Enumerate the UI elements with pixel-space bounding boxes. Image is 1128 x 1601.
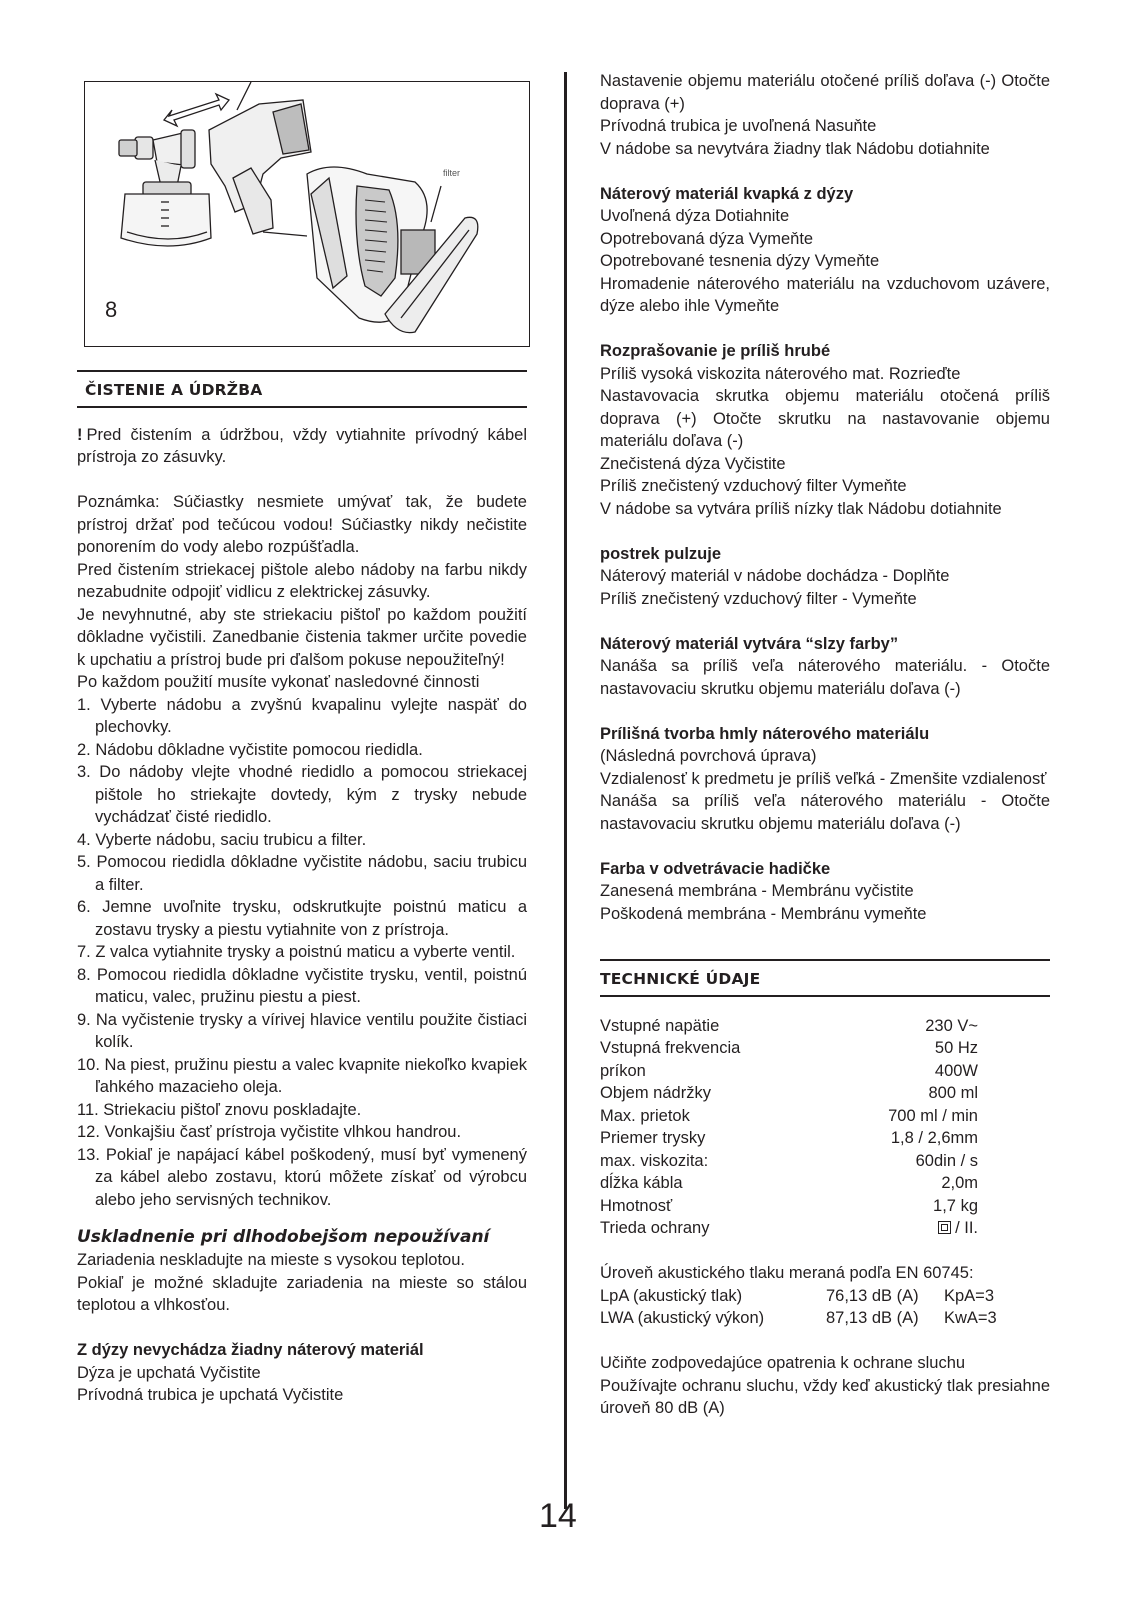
storage-line: Pokiaľ je možné skladujte zariadenia na mieste so stálou teplotou a vlhkosťou.	[77, 1273, 527, 1314]
list-item: 5. Pomocou riedidla dôkladne vyčistite nádobu, saciu trubicu a filter.	[77, 853, 527, 894]
spec-value: 230 V~	[925, 1016, 978, 1035]
spec-label: Priemer trysky	[600, 1129, 706, 1147]
trouble-group	[600, 633, 1050, 701]
list-item: 6. Jemne uvoľnite trysku, odskrutkujte poistnú maticu a zostavu trysky a piestu vytiahnite von z prístroja.	[77, 898, 527, 939]
spec-label: dĺžka kábla	[600, 1174, 683, 1192]
group-title: Náterový materiál vytvára “slzy farby”	[600, 634, 899, 653]
storage-title: Uskladnenie pri dlhodobejšom nepoužívaní	[77, 1227, 490, 1247]
spec-value: 50 Hz	[934, 1039, 978, 1057]
group-line: Príliš vysoká viskozita náterového mat. Rozrieďte	[600, 364, 961, 383]
protection-class-icon	[938, 1221, 951, 1234]
paragraph: Po každom použití musíte vykonať nasledovné činnosti	[77, 673, 480, 691]
group-line: V nádobe sa vytvára príliš nízky tlak Nádobu dotiahnite	[600, 499, 1002, 518]
spec-value: 800 ml	[928, 1084, 978, 1102]
noise-uncertainty: KpA=3	[944, 1286, 994, 1305]
spec-value	[938, 1217, 978, 1240]
noise-label: LpA (akustický tlak)	[600, 1286, 743, 1305]
group-line: Poškodená membrána - Membránu vymeňte	[600, 904, 927, 923]
intro-line: Prívodná trubica je uvoľnená Nasuňte	[600, 117, 877, 135]
noise-intro: Úroveň akustického tlaku meraná podľa EN 60745:	[600, 1264, 974, 1282]
list-item: 13. Pokiaľ je napájací kábel poškodený, musí byť vymenený za kábel alebo zostavu, ktorú môžete získať od výrobcu alebo jeho servisných technikov.	[77, 1145, 527, 1209]
group-title: Rozprašovanie je príliš hrubé	[600, 342, 831, 360]
list-item: 8. Pomocou riedidla dôkladne vyčistite trysku, ventil, poistnú maticu, valec, pružinu piestu a piest.	[77, 965, 527, 1006]
hearing-line: Učiňte zodpovedajúce opatrenia k ochrane sluchu	[600, 1354, 966, 1372]
group-line: Nastavovacia skrutka objemu materiálu otočená príliš doprava (+) Otočte skrutku na nastavovanie objemu materiálu doľava (-)	[600, 387, 1050, 450]
group-title: Náterový materiál kvapká z dýzy	[600, 184, 854, 203]
spec-row	[600, 1037, 978, 1060]
group-line: Príliš znečistený vzduchový filter Vymeňte	[600, 477, 907, 495]
spec-label: príkon	[600, 1061, 646, 1080]
section-title-cleaning: ČISTENIE A ÚDRŽBA	[77, 370, 527, 408]
group-line: Opotrebované tesnenia dýzy Vymeňte	[600, 252, 880, 270]
figure-8	[84, 81, 530, 347]
spec-label: Vstupné napätie	[600, 1016, 720, 1035]
group-line: Uvoľnená dýza Dotiahnite	[600, 207, 790, 225]
spec-label: Hmotnosť	[600, 1196, 673, 1215]
left-column	[77, 70, 527, 1407]
spec-row	[600, 1172, 978, 1195]
spec-row	[600, 1082, 978, 1105]
group-line: Hromadenie náterového materiálu na vzduchovom uzávere, dýze alebo ihle Vymeňte	[600, 274, 1050, 315]
group-title: postrek pulzuje	[600, 544, 722, 563]
paragraph: Je nevyhnutné, aby ste striekaciu pištoľ po každom použití dôkladne vyčistili. Zanedbanie čistenia takmer určite povedie k upchatiu a prístroj bude pri ďalšom pokuse nepoužiteľný!	[77, 605, 527, 669]
trouble-group	[600, 340, 1050, 520]
spec-row	[600, 1217, 978, 1240]
group-title: Farba v odvetrávacie hadičke	[600, 859, 831, 878]
trouble-group	[600, 723, 1050, 836]
list-item: 9. Na vyčistenie trysky a vírivej hlavice ventilu použite čistiaci kolík.	[77, 1010, 527, 1051]
spec-value: 1,7 kg	[933, 1196, 978, 1215]
group-line: Vzdialenosť k predmetu je príliš veľká - Zmenšite vzdialenosť	[600, 769, 1047, 788]
cleaning-paragraphs	[77, 491, 527, 694]
figure-number: 8	[105, 297, 118, 322]
spec-value: 2,0m	[941, 1174, 978, 1192]
spec-value: 60din / s	[915, 1151, 978, 1170]
section-title-technical: TECHNICKÉ ÚDAJE	[600, 959, 1050, 997]
group-line: Nanáša sa príliš veľa náterového materiálu. - Otočte nastavovaciu skrutku objemu materiálu doľava (-)	[600, 657, 1050, 698]
spec-row	[600, 1150, 978, 1173]
spec-table	[600, 1015, 1050, 1240]
spec-value-text: / II.	[955, 1219, 978, 1237]
warning-note	[77, 424, 527, 469]
spec-value: 700 ml / min	[888, 1106, 978, 1125]
spec-value: 1,8 / 2,6mm	[890, 1129, 978, 1147]
list-item: 2. Nádobu dôkladne vyčistite pomocou riedidla.	[77, 740, 423, 759]
noise-value: 87,13 dB (A)	[826, 1309, 919, 1327]
spec-value: 400W	[934, 1061, 978, 1080]
group-line: Znečistená dýza Vyčistite	[600, 454, 786, 473]
warning-text: Pred čistením a údržbou, vždy vytiahnite prívodný kábel prístroja zo zásuvky.	[77, 425, 527, 466]
noise-label: LWA (akustický výkon)	[600, 1309, 765, 1327]
list-item: 10. Na piest, pružinu piestu a valec kvapnite niekoľko kvapiek ľahkého mazacieho oleja.	[77, 1055, 527, 1096]
list-item: 3. Do nádoby vlejte vhodné riedidlo a pomocou striekacej pištole ho striekajte dovtedy, kým z trysky nebude vychádzať čisté riedidlo.	[77, 763, 527, 826]
group-line: Nanáša sa príliš veľa náterového materiálu - Otočte nastavovaciu skrutku objemu materiálu doľava (-)	[600, 792, 1050, 833]
hearing-line: Používajte ochranu sluchu, vždy keď akustický tlak presiahne úroveň 80 dB (A)	[600, 1376, 1050, 1417]
group-line: Zanesená membrána - Membránu vyčistite	[600, 882, 914, 900]
trouble-title: Z dýzy nevychádza žiadny náterový materiál	[77, 1341, 424, 1359]
noise-uncertainty: KwA=3	[944, 1309, 997, 1327]
list-item: 4. Vyberte nádobu, saciu trubicu a filter.	[77, 830, 367, 849]
trouble-group	[600, 183, 1050, 318]
group-title: Prílišná tvorba hmly náterového materiálu	[600, 724, 930, 743]
noise-row	[600, 1307, 1050, 1330]
storage-line: Zariadenia neskladujte na mieste s vysokou teplotou.	[77, 1251, 465, 1269]
spray-gun-illustration	[85, 82, 529, 346]
spec-row	[600, 1015, 978, 1038]
trouble-group	[600, 543, 1050, 611]
spec-row	[600, 1127, 978, 1150]
spec-row	[600, 1105, 978, 1128]
list-item: 11. Striekaciu pištoľ znovu poskladajte.	[77, 1100, 362, 1119]
warning-mark: !	[77, 425, 83, 444]
intro-line: V nádobe sa nevytvára žiadny tlak Nádobu dotiahnite	[600, 139, 990, 158]
trouble-group	[600, 858, 1050, 926]
spec-label: Vstupná frekvencia	[600, 1039, 741, 1057]
group-line: (Následná povrchová úprava)	[600, 747, 817, 765]
list-item: 1. Vyberte nádobu a zvyšnú kvapalinu vylejte naspäť do plechovky.	[77, 695, 527, 736]
noise-value: 76,13 dB (A)	[826, 1286, 919, 1305]
spec-label: Trieda ochrany	[600, 1219, 710, 1237]
list-item: 12. Vonkajšiu časť prístroja vyčistite vlhkou handrou.	[77, 1123, 462, 1141]
spec-row	[600, 1060, 978, 1083]
paragraph: Pred čistením striekacej pištole alebo nádoby na farbu nikdy nezabudnite odpojiť vidlicu z elektrickej zásuvky.	[77, 560, 527, 601]
spec-row	[600, 1195, 978, 1218]
list-item: 7. Z valca vytiahnite trysky a poistnú maticu a vyberte ventil.	[77, 943, 516, 961]
intro-line: Nastavenie objemu materiálu otočené príliš doľava (-) Otočte doprava (+)	[600, 72, 1050, 113]
trouble-line: Dýza je upchatá Vyčistite	[77, 1363, 261, 1382]
group-line: Náterový materiál v nádobe dochádza - Doplňte	[600, 567, 950, 585]
filter-callout: filter	[443, 168, 461, 178]
trouble-line: Prívodná trubica je upchatá Vyčistite	[77, 1386, 344, 1404]
spec-label: Objem nádržky	[600, 1084, 711, 1102]
cleaning-steps	[77, 694, 527, 1212]
group-line: Príliš znečistený vzduchový filter - Vymeňte	[600, 589, 917, 608]
right-column	[600, 70, 1050, 1420]
page-number: 14	[539, 1497, 577, 1535]
group-line: Opotrebovaná dýza Vymeňte	[600, 229, 814, 248]
paragraph: Poznámka: Súčiastky nesmiete umývať tak, že budete prístroj držať pod tečúcou vodou! Súčiastky nikdy nečistite ponorením do vody alebo rozpúšťadla.	[77, 493, 527, 556]
column-divider	[564, 72, 567, 1509]
noise-row	[600, 1285, 1050, 1308]
spec-label: max. viskozita:	[600, 1151, 709, 1170]
spec-label: Max. prietok	[600, 1106, 690, 1125]
